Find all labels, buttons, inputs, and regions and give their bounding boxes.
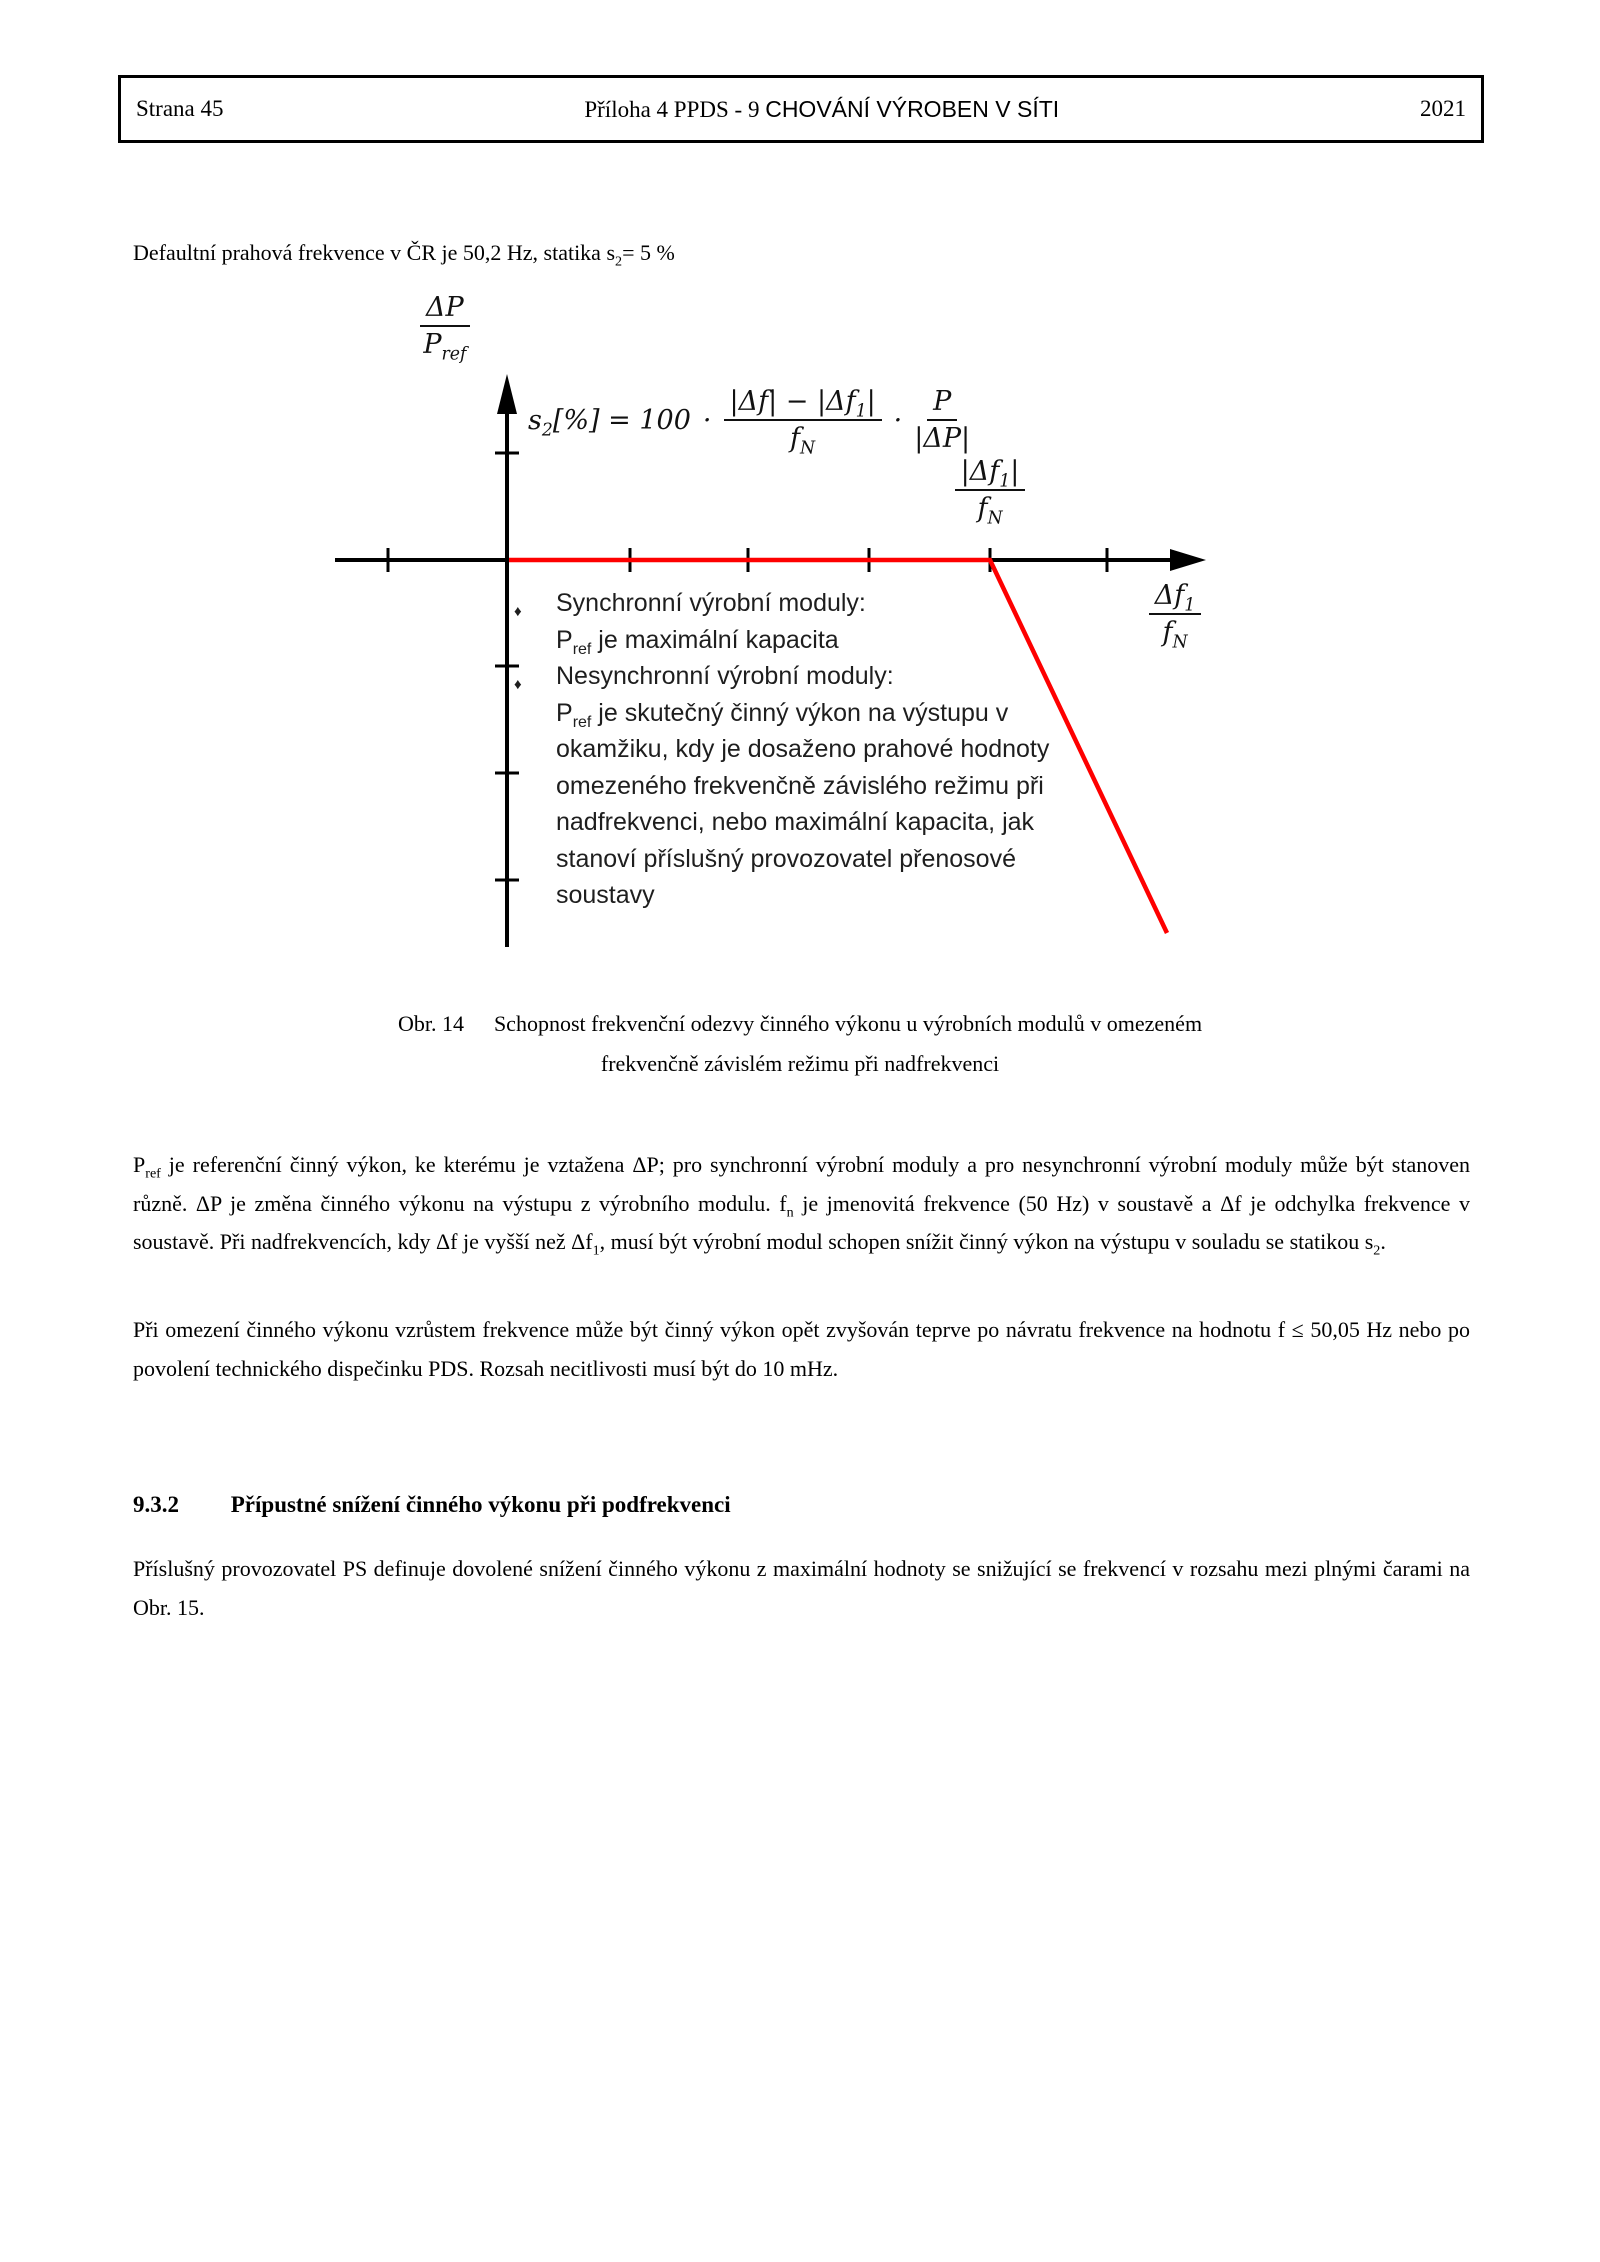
section-heading bbox=[133, 1492, 731, 1518]
threshold-label-denominator: $f_N$ bbox=[977, 493, 1003, 529]
formula-frac2-denominator: |ΔP| bbox=[914, 423, 971, 454]
paragraph-pref-definition: $P_{ref}$ je referenční činný výkon, ke kterému je vztažena ΔP; pro synchronní výrobní moduly a pro nesynchronní výrobní moduly může být stanoven různě. ΔP je změna činného výkonu na výstupu z výrobního modulu. $f_n$ je jmenovitá frekvence (50 Hz) v soustavě a Δf je odchylka frekvence v soustavě. Při nadfrekvencích, kdy Δf je vyšší než $\Delta f_1$, musí být výrobní modul schopen snížit činný výkon na výstupu v souladu se statikou $s_2$. bbox=[133, 1152, 1470, 1259]
bullet-diamond-icon: ♦ bbox=[514, 603, 522, 620]
header-title-serif: Příloha 4 PPDS - 9 bbox=[584, 96, 766, 122]
header-year: 2021 bbox=[1420, 96, 1466, 121]
bullet-item-title: Nesynchronní výrobní moduly: bbox=[556, 662, 894, 690]
statics-formula bbox=[528, 386, 971, 459]
threshold-label-numerator: $|\Delta f_1|$ bbox=[955, 458, 1026, 491]
section-title: Přípustné snížení činného výkonu při podfrekvenci bbox=[230, 1492, 731, 1517]
list-item bbox=[514, 658, 1104, 914]
list-item bbox=[514, 585, 1104, 658]
bullet-item-body: $P_{ref}$ je maximální kapacita bbox=[556, 625, 839, 658]
bullet-diamond-icon: ♦ bbox=[514, 676, 522, 693]
bullet-item-title: Synchronní výrobní moduly: bbox=[556, 589, 866, 617]
figure-caption-text: Schopnost frekvenční odezvy činného výkonu u výrobních modulů v omezeném bbox=[493, 1011, 1203, 1036]
header-title-sans: CHOVÁNÍ VÝROBEN V SÍTI bbox=[765, 95, 1060, 122]
formula-dot: · bbox=[702, 404, 712, 436]
formula-frac1-numerator: $|\Delta f| - |\Delta f_1|$ bbox=[724, 388, 882, 421]
formula-frac2-numerator: P bbox=[927, 388, 957, 421]
paragraph-power-restoration: Při omezení činného výkonu vzrůstem frekvence může být činný výkon opět zvyšován teprve po návratu frekvence na hodnotu f ≤ 50,05 Hz nebo po povolení technického dispečinku PDS. Rozsah necitlivosti musí být do 10 mHz. bbox=[133, 1317, 1470, 1381]
y-axis-label-denominator: $P_{ref}$ bbox=[423, 329, 467, 365]
page-header bbox=[118, 75, 1484, 143]
figure-caption bbox=[133, 1004, 1467, 1084]
y-axis-arrowhead bbox=[497, 374, 517, 414]
threshold-label bbox=[943, 456, 1037, 529]
y-axis-label-numerator: ΔP bbox=[420, 294, 470, 327]
figure-caption-line2: frekvenčně závislém režimu při nadfrekvenci bbox=[600, 1051, 1000, 1076]
formula-lhs: $s_2[\%] = 100$ bbox=[528, 404, 691, 440]
section-number: 9.3.2 bbox=[133, 1492, 179, 1517]
figure-caption-line1 bbox=[133, 1004, 1467, 1044]
header-title bbox=[584, 96, 1059, 123]
x-axis-label-denominator: $f_N$ bbox=[1162, 617, 1188, 653]
figure-bullet-list bbox=[514, 585, 1104, 914]
x-axis-label bbox=[1130, 580, 1220, 653]
formula-dot: · bbox=[893, 404, 903, 436]
formula-frac1-denominator: $f_N$ bbox=[790, 423, 816, 459]
x-axis-arrowhead bbox=[1170, 549, 1206, 571]
bullet-item-body: $P_{ref}$ je skutečný činný výkon na výstupu v okamžiku, kdy je dosaženo prahové hodnoty omezeného frekvenčně závislého režimu při nadfrekvenci, nebo maximální kapacita, jak stanoví příslušný provozovatel přenosové soustavy bbox=[556, 698, 1050, 909]
figure-caption-label: Obr. 14 bbox=[397, 1011, 464, 1036]
paragraph-underfrequency: Příslušný provozovatel PS definuje dovolené snížení činného výkonu z maximální hodnoty se snižující se frekvencí v rozsahu mezi plnými čarami na Obr. 15. bbox=[133, 1556, 1470, 1620]
header-page-number: Strana 45 bbox=[136, 96, 224, 121]
intro-paragraph: Defaultní prahová frekvence v ČR je 50,2 Hz, statika $s_2= 5$ % bbox=[133, 240, 675, 270]
x-axis-label-numerator: $\Delta f_1$ bbox=[1149, 582, 1202, 615]
y-axis-label bbox=[420, 292, 470, 365]
